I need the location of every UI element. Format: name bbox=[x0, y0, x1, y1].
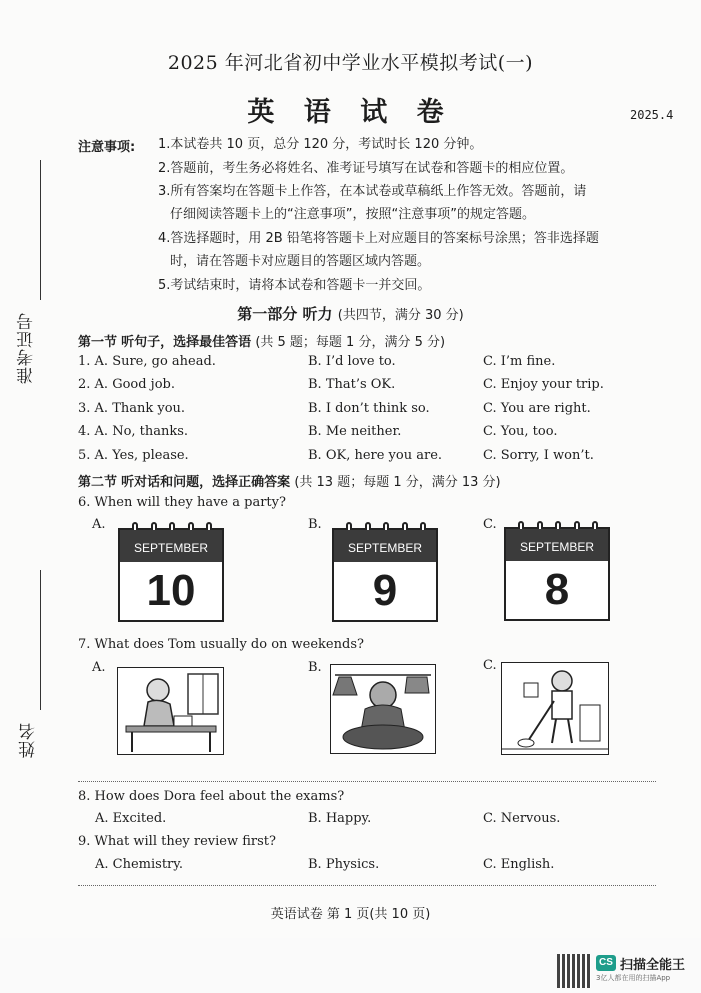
paper-subtitle: 英 语 试 卷 bbox=[247, 97, 454, 128]
notice-item: 仔细阅读答题卡上的“注意事项”，按照“注意事项”的规定答题。 bbox=[170, 207, 535, 222]
exam-title: 2025 年河北省初中学业水平模拟考试(一) bbox=[167, 52, 534, 74]
exam-id-label: 准考证号 bbox=[17, 312, 37, 384]
question-9: 9. What will they review first? bbox=[78, 834, 276, 849]
notice-item: 时，请在答题卡对应题目的答题区域内答题。 bbox=[170, 254, 431, 269]
question-8: 8. How does Dora feel about the exams? bbox=[78, 789, 345, 804]
option-letter: A. bbox=[92, 660, 106, 675]
calendar-month: SEPTEMBER bbox=[120, 530, 222, 562]
option-letter: B. bbox=[308, 660, 322, 675]
divider bbox=[78, 781, 656, 782]
boy-mopping-floor-picture bbox=[501, 662, 609, 755]
notice-item: 4.答选择题时，用 2B 铅笔将答题卡上对应题目的答案标号涂黑；答非选择题 bbox=[158, 231, 599, 246]
calendar-month: SEPTEMBER bbox=[334, 530, 436, 562]
notice-item: 5.考试结束时，请将本试卷和答题卡一并交回。 bbox=[158, 278, 431, 293]
calendar-icon bbox=[332, 528, 438, 622]
boy-washing-illustration bbox=[331, 665, 435, 753]
question-7: 7. What does Tom usually do on weekends? bbox=[78, 637, 364, 652]
question-6: 6. When will they have a party? bbox=[78, 495, 286, 510]
option-c: C. Nervous. bbox=[483, 811, 561, 826]
notice-item: 1.本试卷共 10 页，总分 120 分，考试时长 120 分钟。 bbox=[158, 137, 483, 152]
boy-studying-illustration bbox=[118, 668, 223, 754]
option-a: 1. A. Sure, go ahead. bbox=[78, 354, 216, 369]
option-b: B. Physics. bbox=[308, 857, 380, 872]
option-a: A. Chemistry. bbox=[95, 857, 184, 872]
exam-date: 2025.4 bbox=[630, 108, 674, 122]
boy-washing-clothes-picture bbox=[330, 664, 436, 754]
section-heading bbox=[78, 331, 445, 350]
option-a: 5. A. Yes, please. bbox=[78, 448, 189, 463]
section-heading bbox=[78, 471, 501, 490]
section-number: 第二节 bbox=[78, 475, 118, 490]
calendar-day: 10 bbox=[146, 566, 196, 615]
divider bbox=[78, 885, 656, 886]
part-title-note: (共四节，满分 30 分) bbox=[337, 308, 464, 323]
option-b: B. I don’t think so. bbox=[308, 401, 430, 416]
option-b: B. OK, here you are. bbox=[308, 448, 443, 463]
option-letter: A. bbox=[92, 517, 106, 532]
name-line bbox=[40, 570, 41, 710]
calendar-icon bbox=[504, 527, 610, 621]
calendar-day: 8 bbox=[544, 565, 570, 614]
part-title bbox=[0, 303, 701, 324]
name-label: 姓名 bbox=[19, 722, 39, 758]
scanner-app-name: 扫描全能王 bbox=[620, 958, 686, 973]
boy-studying-picture bbox=[117, 667, 224, 755]
option-letter: C. bbox=[483, 517, 497, 532]
page-footer: 英语试卷 第 1 页(共 10 页) bbox=[270, 907, 431, 922]
camscanner-logo-icon: CS bbox=[596, 955, 616, 971]
notice-item: 3.所有答案均在答题卡上作答，在本试卷或草稿纸上作答无效。答题前，请 bbox=[158, 184, 587, 199]
part-title-text: 第一部分 听力 bbox=[237, 305, 333, 323]
option-b: B. I’d love to. bbox=[308, 354, 396, 369]
section-scoring: (共 13 题；每题 1 分，满分 13 分) bbox=[294, 475, 501, 490]
section-number: 第一节 bbox=[78, 335, 118, 350]
option-b: B. That’s OK. bbox=[308, 377, 396, 392]
boy-mopping-illustration bbox=[502, 663, 608, 754]
option-a: 3. A. Thank you. bbox=[78, 401, 186, 416]
notice-label: 注意事项: bbox=[78, 140, 136, 155]
option-a: 2. A. Good job. bbox=[78, 377, 175, 392]
notice-item: 2.答题前，考生务必将姓名、准考证号填写在试卷和答题卡的相应位置。 bbox=[158, 161, 574, 176]
option-letter: B. bbox=[308, 517, 322, 532]
option-c: C. You are right. bbox=[483, 401, 591, 416]
scanner-tagline: 3亿人都在用的扫描App bbox=[596, 974, 671, 982]
section-instruction: 听对话和问题，选择正确答案 bbox=[121, 475, 291, 490]
option-b: B. Happy. bbox=[308, 811, 372, 826]
qr-code-icon bbox=[557, 954, 591, 988]
section-scoring: (共 5 题；每题 1 分，满分 5 分) bbox=[255, 335, 446, 350]
calendar-icon bbox=[118, 528, 224, 622]
section-instruction: 听句子，选择最佳答语 bbox=[121, 335, 252, 350]
calendar-month: SEPTEMBER bbox=[506, 529, 608, 561]
option-a: 4. A. No, thanks. bbox=[78, 424, 189, 439]
option-c: C. You, too. bbox=[483, 424, 558, 439]
option-a: A. Excited. bbox=[95, 811, 167, 826]
option-c: C. I’m fine. bbox=[483, 354, 556, 369]
option-b: B. Me neither. bbox=[308, 424, 402, 439]
exam-id-line bbox=[40, 160, 41, 300]
option-c: C. Sorry, I won’t. bbox=[483, 448, 594, 463]
option-letter: C. bbox=[483, 658, 497, 673]
option-c: C. Enjoy your trip. bbox=[483, 377, 604, 392]
option-c: C. English. bbox=[483, 857, 555, 872]
calendar-day: 9 bbox=[372, 566, 398, 615]
